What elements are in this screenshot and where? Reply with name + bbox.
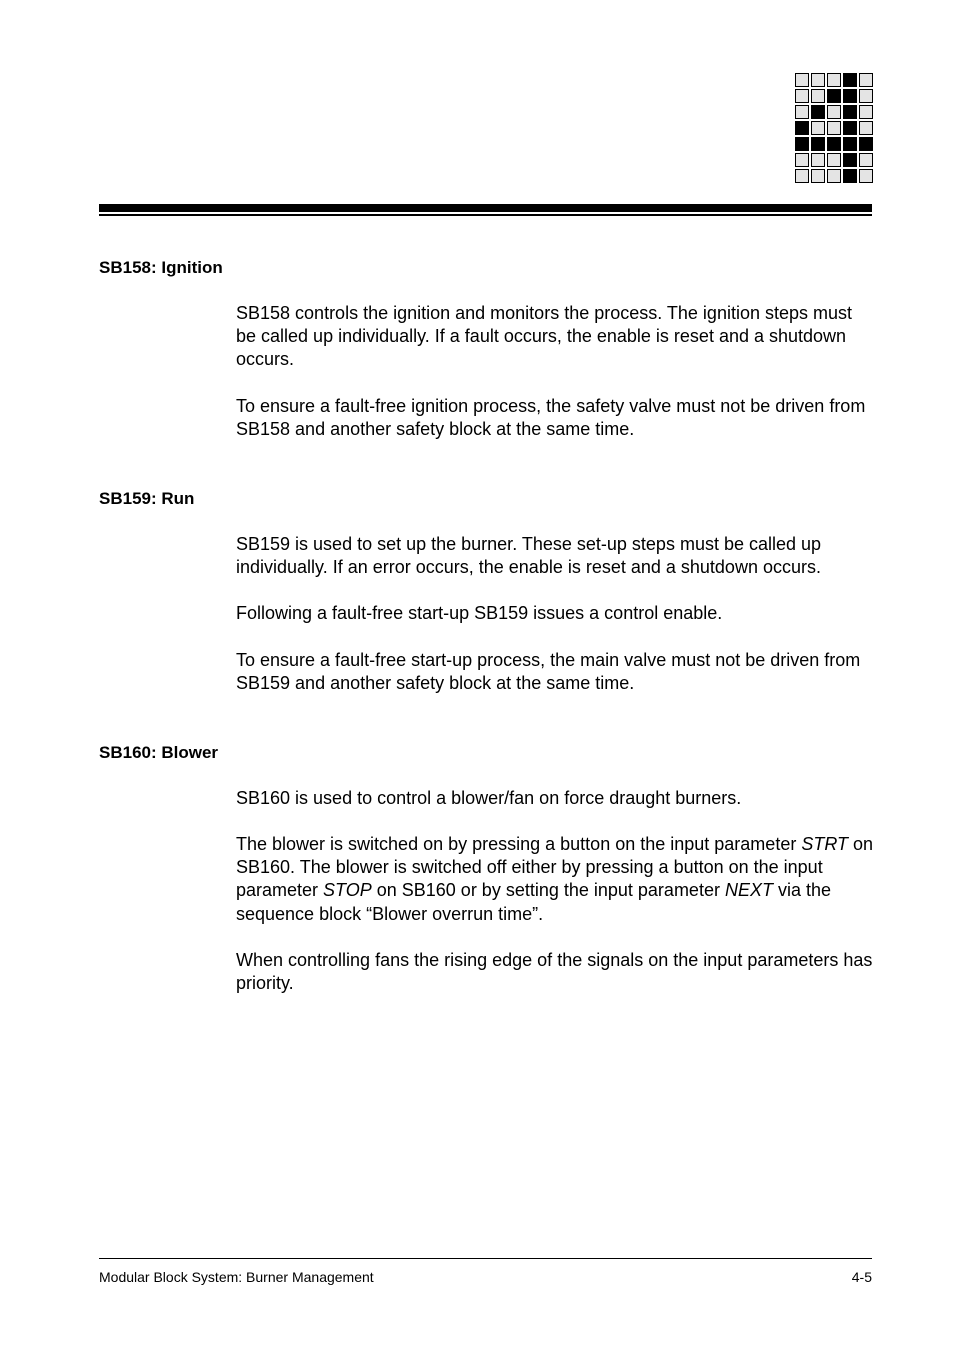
logo-cell (827, 153, 841, 167)
logo-cell (859, 169, 873, 183)
header-rule-thin (99, 214, 872, 216)
page-number: 4-5 (851, 1269, 872, 1285)
logo-cell (859, 121, 873, 135)
logo-cell (795, 89, 809, 103)
logo-cell (827, 121, 841, 135)
section-heading-sb158: SB158: Ignition (99, 258, 223, 277)
logo-cell (843, 89, 857, 103)
logo-cell (827, 137, 841, 151)
logo-cell (795, 169, 809, 183)
logo-cell (827, 89, 841, 103)
sb160-p2-text-1: The blower is switched on by pressing a button on the input parameter (236, 834, 802, 854)
logo-cell (795, 105, 809, 119)
header-rule (99, 204, 872, 212)
sb159-paragraph-2: Following a fault-free start-up SB159 issues a control enable. (236, 603, 723, 623)
sb159-paragraph-3: To ensure a fault-free start-up process, the main valve must not be driven from SB159 and another safety block at the same time. (236, 650, 861, 694)
logo-cell (843, 137, 857, 151)
logo-cell (811, 89, 825, 103)
logo-cell (811, 73, 825, 87)
footer-title: Modular Block System: Burner Management (99, 1269, 374, 1285)
logo-cell (827, 105, 841, 119)
footer-rule (99, 1258, 872, 1259)
sb160-paragraph-2 (236, 833, 876, 926)
sb160-paragraph-1: SB160 is used to control a blower/fan on force draught burners. (236, 788, 742, 808)
sb159-paragraph-1: SB159 is used to set up the burner. These set-up steps must be called up individually. If an error occurs, the enable is reset and a shutdown occurs. (236, 534, 822, 578)
logo-cell (843, 169, 857, 183)
logo-grid-icon (795, 73, 873, 183)
logo-cell (827, 169, 841, 183)
logo-cell (795, 121, 809, 135)
logo-cell (811, 121, 825, 135)
param-next: NEXT (724, 880, 773, 901)
section-heading-sb159: SB159: Run (99, 489, 195, 508)
logo-cell (811, 153, 825, 167)
logo-cell (843, 105, 857, 119)
sb160-paragraph-3: When controlling fans the rising edge of the signals on the input parameters has priority. (236, 950, 873, 994)
logo-cell (859, 105, 873, 119)
logo-cell (795, 153, 809, 167)
logo-cell (859, 73, 873, 87)
logo-cell (795, 73, 809, 87)
logo-cell (859, 137, 873, 151)
logo-cell (843, 153, 857, 167)
logo-cell (859, 153, 873, 167)
logo-cell (795, 137, 809, 151)
logo-cell (859, 89, 873, 103)
section-heading-sb160: SB160: Blower (99, 743, 219, 762)
param-strt: STRT (801, 834, 848, 854)
sb158-paragraph-1: SB158 controls the ignition and monitors the process. The ignition steps must be called up individually. If a fault occurs, the enable is reset and a shutdown occurs. (236, 303, 853, 370)
logo-cell (827, 73, 841, 87)
sb160-p2-text-4: via the sequence block “Blower overrun time”. (236, 880, 832, 924)
logo-cell (811, 105, 825, 119)
sb160-p2-text-2: on SB160. The blower is switched off either by pressing a button on the input parameter (236, 834, 874, 901)
logo-cell (811, 169, 825, 183)
logo-cell (843, 73, 857, 87)
param-stop: STOP (323, 880, 372, 901)
sb160-p2-text-3: on SB160 or by setting the input parameter (371, 880, 725, 901)
sb158-paragraph-2: To ensure a fault-free ignition process, the safety valve must not be driven from SB158 and another safety block at the same time. (236, 396, 866, 440)
logo-cell (811, 137, 825, 151)
logo-cell (843, 121, 857, 135)
